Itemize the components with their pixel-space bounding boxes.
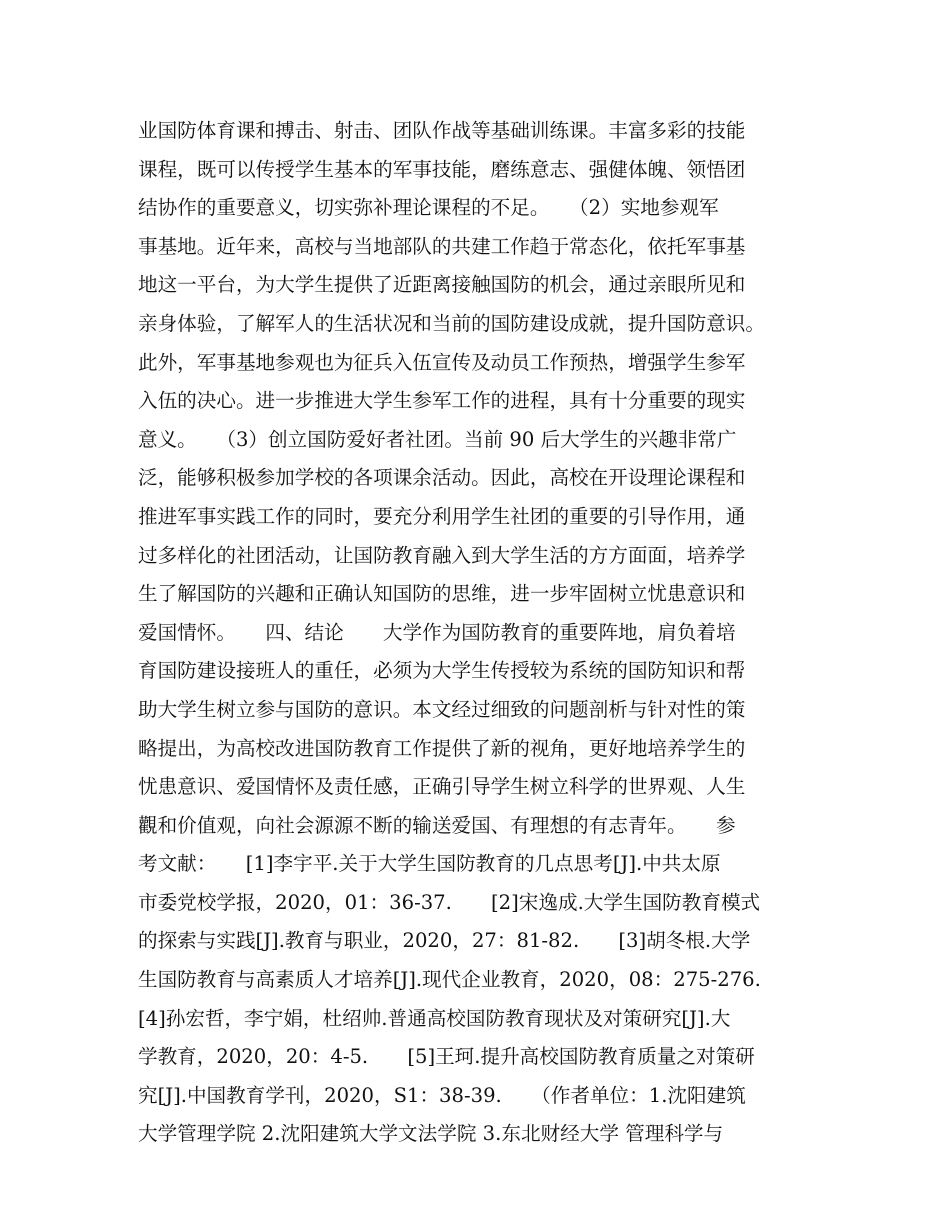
text-line: 推进军事实践工作的同时，要充分利用学生社团的重要的引导作用，通 [138,504,746,528]
text-line: 亲身体验，了解军人的生活状况和当前的国防建设成就，提升国防意识。 [138,311,765,335]
text-line: 忧患意识、爱国情怀及责任感，正确引导学生树立科学的世界观、人生 [138,775,746,799]
text-line: 爱国情怀。 四、结论 大学作为国防教育的重要阵地，肩负着培 [138,620,736,644]
text-line: 事基地。近年来，高校与当地部队的共建工作趋于常态化，依托军事基 [138,234,746,258]
text-line: 生了解国防的兴趣和正确认知国防的思维，进一步牢固树立忧患意识和 [138,582,746,606]
body-text [138,112,828,1154]
text-line: 泛，能够积极参加学校的各项课余活动。因此，高校在开设理论课程和 [138,466,746,490]
text-line: 地这一平台，为大学生提供了近距离接触国防的机会，通过亲眼所见和 [138,273,746,297]
text-line: 考文献： [1]李宇平.关于大学生国防教育的几点思考[J].中共太原 [138,852,721,876]
text-line: 究[J].中国教育学刊，2020，S1：38-39. （作者单位：1.沈阳建筑 [138,1083,746,1107]
text-line: 入伍的决心。进一步推进大学生参军工作的进程，具有十分重要的现实 [138,389,746,413]
text-line: 育国防建设接班人的重任，必须为大学生传授较为系统的国防知识和帮 [138,659,746,683]
text-line: 业国防体育课和搏击、射击、团队作战等基础训练课。丰富多彩的技能 [138,119,746,142]
text-line: 课程，既可以传授学生基本的军事技能，磨练意志、强健体魄、领悟团 [138,157,746,181]
text-line: 略提出，为高校改进国防教育工作提供了新的视角，更好地培养学生的 [138,736,746,760]
text-line: 觀和价值观，向社会源源不断的输送爱国、有理想的有志青年。 参 [138,813,736,837]
text-line: 学教育，2020，20：4-5. [5]王珂.提升高校国防教育质量之对策研 [138,1045,755,1069]
text-line: 过多样化的社团活动，让国防教育融入到大学生活的方方面面，培养学 [138,543,746,567]
text-line: 此外，军事基地参观也为征兵入伍宣传及动员工作预热，增强学生参军 [138,350,746,374]
text-line: 市委党校学报，2020，01：36-37. [2]宋逸成.大学生国防教育模式 [138,890,761,914]
text-line: 助大学生树立参与国防的意识。本文经过细致的问题剖析与针对性的策 [138,697,746,721]
text-line: 大学管理学院 2.沈阳建筑大学文法学院 3.东北财经大学 管理科学与 [138,1122,724,1146]
text-line: 意义。 （3）创立国防爱好者社团。当前 90 后大学生的兴趣非常广 [138,427,737,451]
text-line: 结协作的重要意义，切实弥补理论课程的不足。 （2）实地参观军 [138,196,719,220]
text-line: 生国防教育与高素质人才培养[J].现代企业教育，2020，08：275-276. [138,968,761,992]
text-line: 的探索与实践[J].教育与职业，2020，27：81-82. [3]胡冬根.大学 [138,929,751,953]
text-line: [4]孙宏哲，李宁娟，杜绍帅.普通高校国防教育现状及对策研究[J].大 [138,1006,731,1030]
